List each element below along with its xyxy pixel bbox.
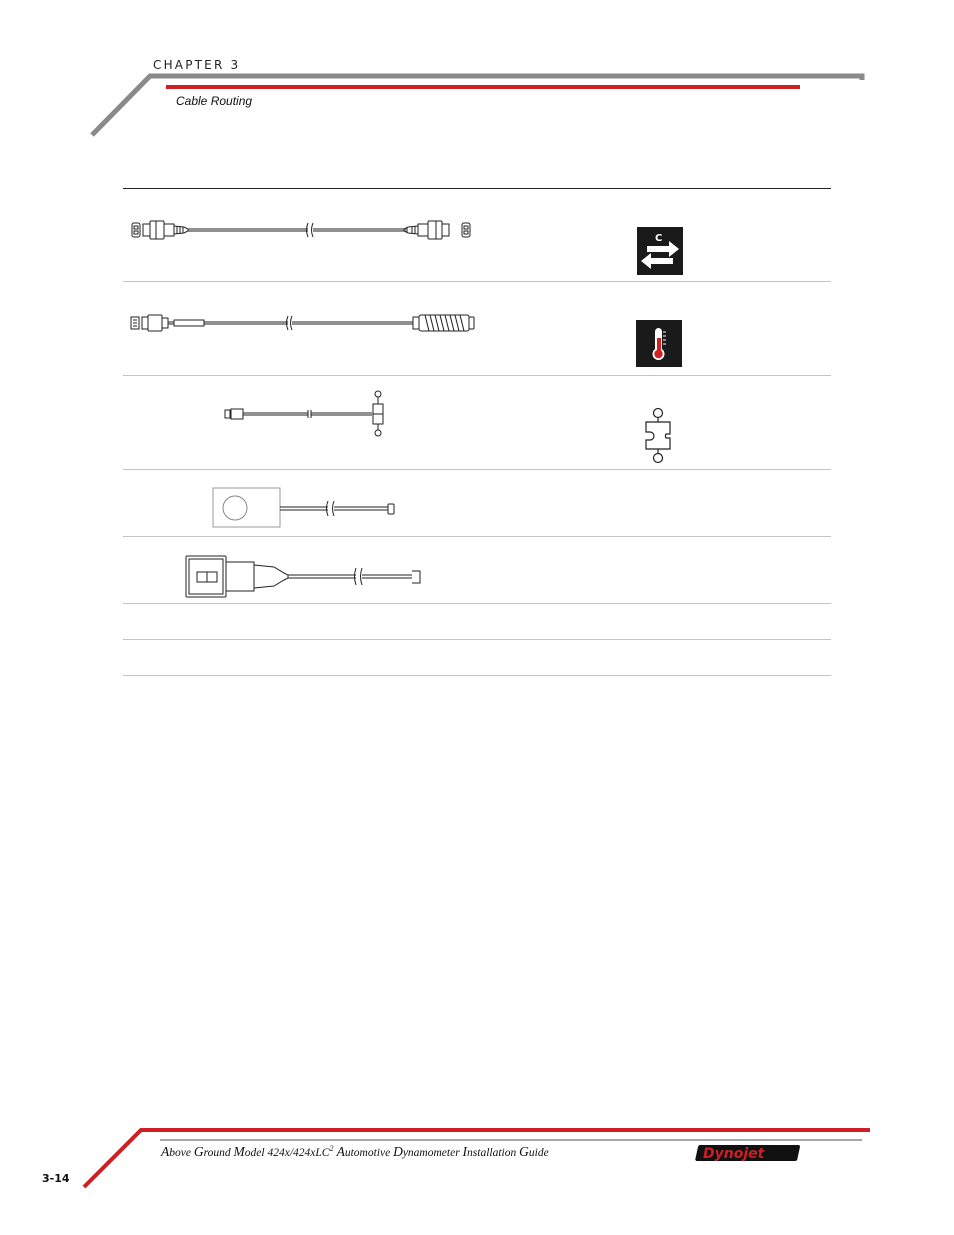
header-decoration bbox=[0, 0, 954, 150]
table-row-divider bbox=[123, 469, 831, 470]
temperature-sensor-cable-illustration bbox=[126, 306, 486, 340]
load-cell-cable-illustration bbox=[222, 388, 397, 440]
switch-box-cable-illustration bbox=[184, 553, 424, 599]
table-row-divider bbox=[123, 375, 831, 376]
table-row-divider bbox=[123, 281, 831, 282]
dynojet-logo bbox=[697, 1142, 803, 1164]
can-communication-icon bbox=[637, 227, 683, 275]
load-cell-icon bbox=[642, 407, 672, 467]
table-top-rule bbox=[123, 188, 831, 189]
svg-text:C: C bbox=[655, 233, 663, 244]
thermometer-icon bbox=[636, 320, 682, 367]
guide-title: Above Ground Model 424x/424xLC$^2$ Automotive Dynamometer Installation Guide bbox=[161, 1144, 549, 1159]
table-row-divider bbox=[123, 639, 831, 640]
can-cable-illustration bbox=[126, 212, 486, 252]
svg-text:Dynojet: Dynojet bbox=[703, 1146, 765, 1162]
chapter-label: CHAPTER 3 bbox=[153, 58, 241, 72]
round-sensor-cable-illustration bbox=[210, 484, 400, 530]
section-title: Cable Routing bbox=[176, 94, 253, 108]
table-row-divider bbox=[123, 675, 831, 676]
page-number: 3-14 bbox=[42, 1172, 70, 1185]
table-row-divider bbox=[123, 536, 831, 537]
table-row-divider bbox=[123, 603, 831, 604]
